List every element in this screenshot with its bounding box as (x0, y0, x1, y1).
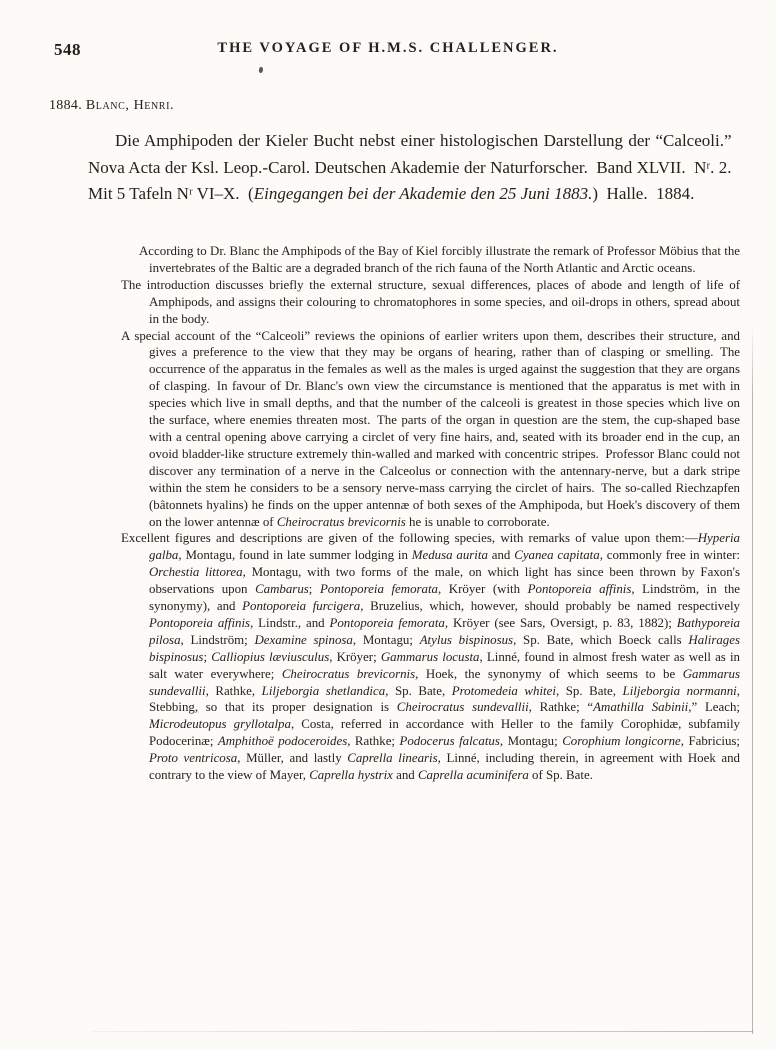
annotation-paragraph-3: A special account of the “Calceoli” reviews the opinions of earlier writers upon them, describes their structure, and gives a preference to the view that they may be organs of hearing, rather than of clasping or smelling. The occurrence of the apparatus in the females as well as the males is urged against the suggestion that they are organs of clasping. In favour of Dr. Blanc's own view the circumstance is mentioned that the apparatus is met with in species which live in small depths, and that the number of the calceoli is greatest in those species which live on the surface, where enemies threaten most. The parts of the organ in question are the stem, the cup-shaped base with a central opening above carrying a circlet of very fine hairs, and, seated with its broader end in the cup, an ovoid bladder-like structure extremely thin-walled and marked with concentric stripes. Professor Blanc could not discover any termination of a nerve in the Calceolus or connection with the antennary-nerve, but a dark stripe within the stem he considers to be a sensory nerve-mass carrying the circlet of hairs. The so-called Riechzapfen (bâtonnets hyalins) he finds on the upper antennæ of both sexes of the Amphipoda, but Hoek's discovery of them on the lower antennæ of Cheirocratus brevicornis he is unable to corroborate. (121, 328, 740, 529)
running-head (0, 40, 776, 74)
scan-page-edge-bottom (92, 1031, 753, 1032)
running-title: THE VOYAGE OF H.M.S. CHALLENGER. (217, 40, 559, 56)
entry-year-author: 1884. Blanc, Henri. (49, 98, 175, 113)
page-number: 548 (54, 40, 81, 59)
annotation-paragraph-1: According to Dr. Blanc the Amphipods of the Bay of Kiel forcibly illustrate the remark of Professor Möbius that the invertebrates of the Baltic are a degraded branch of the rich fauna of the North Atlantic and Arctic oceans. (139, 244, 740, 275)
annotation-paragraph-2: The introduction discusses briefly the external structure, sexual differences, places of abode and length of life of Amphipods, and assigns their colouring to chromatophores in some species, and oil-drops in others, spread about in the body. (121, 277, 740, 326)
ink-mark (258, 67, 263, 74)
annotations-block (121, 243, 740, 784)
scan-page-edge-right (752, 326, 753, 1034)
annotation-paragraph-4: Excellent figures and descriptions are given of the following species, with remarks of value upon them:—Hyperia galba, Montagu, found in late summer lodging in Medusa aurita and Cyanea capitata, commonly free in winter: Orchestia littorea, Montagu, with two forms of the male, on which light has since been thrown by Faxon's observations upon Cambarus; Pontoporeia femorata, Kröyer (with Pontoporeia affinis, Lindström, in the synonymy), and Pontoporeia furcigera, Bruzelius, which, however, should probably be named respectively Pontoporeia affinis, Lindstr., and Pontoporeia femorata, Kröyer (see Sars, Oversigt, p. 83, 1882); Bathyporeia pilosa, Lindström; Dexamine spinosa, Montagu; Atylus bispinosus, Sp. Bate, which Boeck calls Halirages bispinosus; Calliopius læviusculus, Kröyer; Gammarus locusta, Linné, found in almost fresh water as well as in salt water everywhere; Cheirocratus brevicornis, Hoek, the synonymy of which seems to be Gammarus sundevallii, Rathke, Liljeborgia shetlandica, Sp. Bate, Protomedeia whitei, Sp. Bate, Liljeborgia normanni, Stebbing, so that its proper designation is Cheirocratus sundevallii, Rathke; “Amathilla Sabinii,” Leach; Microdeutopus gryllotalpa, Costa, referred in accordance with Heller to the family Corophidæ, subfamily Podocerinæ; Amphithoë podoceroides, Rathke; Podocerus falcatus, Montagu; Corophium longicorne, Fabricius; Proto ventricosa, Müller, and lastly Caprella linearis, Linné, including therein, in agreement with Hoek and contrary to the view of Mayer, Caprella hystrix and Caprella acuminifera of Sp. Bate. (121, 531, 741, 783)
citation-paragraph: Die Amphipoden der Kieler Bucht nebst einer histologischen Darstellung der “Calceoli.” Nova Acta der Ksl. Leop.-Carol. Deutschen Akademie der Naturforscher. Band XLVII. Nʳ. 2. Mit 5 Tafeln Nʳ VI–X. (Eingegangen bei der Akademie den 25 Juni 1883.) Halle. 1884. (88, 131, 740, 203)
